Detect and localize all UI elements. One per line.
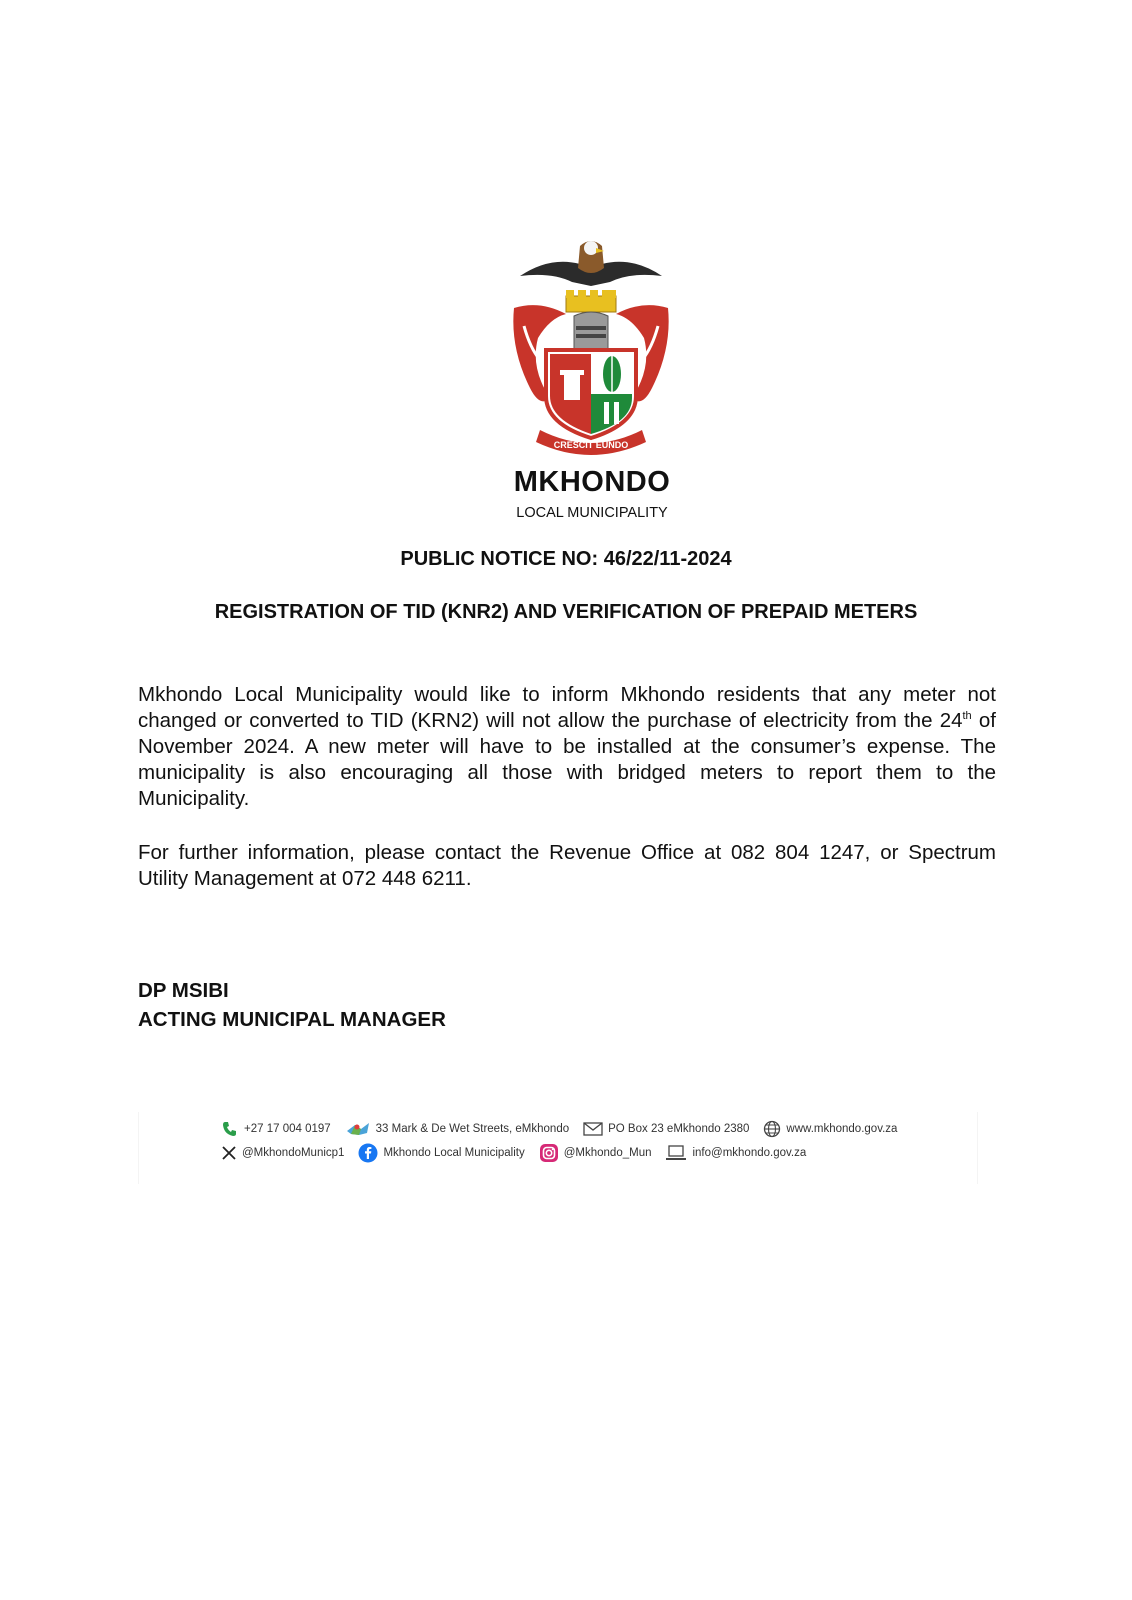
footer-website[interactable]: www.mkhondo.gov.za	[763, 1120, 897, 1138]
footer-phone: +27 17 004 0197	[221, 1120, 331, 1138]
map-location-icon	[345, 1121, 371, 1137]
p1-text-b: of November 2024. A new meter will have to be installed at the consumer’s expense. The municipality is also encouraging all those with bridged meters to report them to the Municipality.	[138, 709, 996, 810]
footer-row-2	[221, 1142, 820, 1164]
laptop-icon	[665, 1145, 687, 1161]
p1-superscript: th	[962, 710, 972, 723]
footer-address: 33 Mark & De Wet Streets, eMkhondo	[345, 1121, 569, 1137]
phone-icon	[221, 1120, 239, 1138]
crest-motto: CRESCIT EUNDO	[553, 440, 629, 450]
footer-instagram[interactable]: @Mkhondo_Mun	[539, 1143, 652, 1163]
instagram-icon	[539, 1143, 559, 1163]
footer-x[interactable]: @MkhondoMunicp1	[221, 1145, 344, 1161]
envelope-icon	[583, 1122, 603, 1136]
x-twitter-icon	[221, 1145, 237, 1161]
municipal-crest-logo	[510, 238, 672, 460]
crown-icon	[566, 290, 616, 312]
footer-row-1	[221, 1118, 911, 1140]
signer-name: DP MSIBI	[138, 979, 229, 1002]
org-subtitle: LOCAL MUNICIPALITY	[516, 505, 668, 521]
signature-block	[138, 976, 446, 1034]
facebook-icon	[358, 1143, 378, 1163]
org-name: MKHONDO	[513, 466, 671, 498]
footer-facebook[interactable]: Mkhondo Local Municipality	[358, 1143, 524, 1163]
eagle-icon	[520, 241, 662, 286]
footer-po-box: PO Box 23 eMkhondo 2380	[583, 1122, 749, 1136]
body-paragraph-2: For further information, please contact the Revenue Office at 082 804 1247, or Spectrum Utility Management at 072 448 6211.	[138, 841, 996, 890]
footer-email[interactable]: info@mkhondo.gov.za	[665, 1145, 806, 1161]
signer-title: ACTING MUNICIPAL MANAGER	[138, 1008, 446, 1031]
notice-title: REGISTRATION OF TID (KNR2) AND VERIFICATION OF PREPAID METERS	[214, 601, 918, 623]
contact-footer	[138, 1112, 978, 1184]
p1-text-a: Mkhondo Local Municipality would like to inform Mkhondo residents that any meter not changed or converted to TID (KRN2) will not allow the purchase of electricity from the 24	[138, 683, 996, 732]
body-paragraph-1	[138, 682, 996, 812]
notice-number: PUBLIC NOTICE NO: 46/22/11-2024	[400, 548, 732, 570]
globe-icon	[763, 1120, 781, 1138]
